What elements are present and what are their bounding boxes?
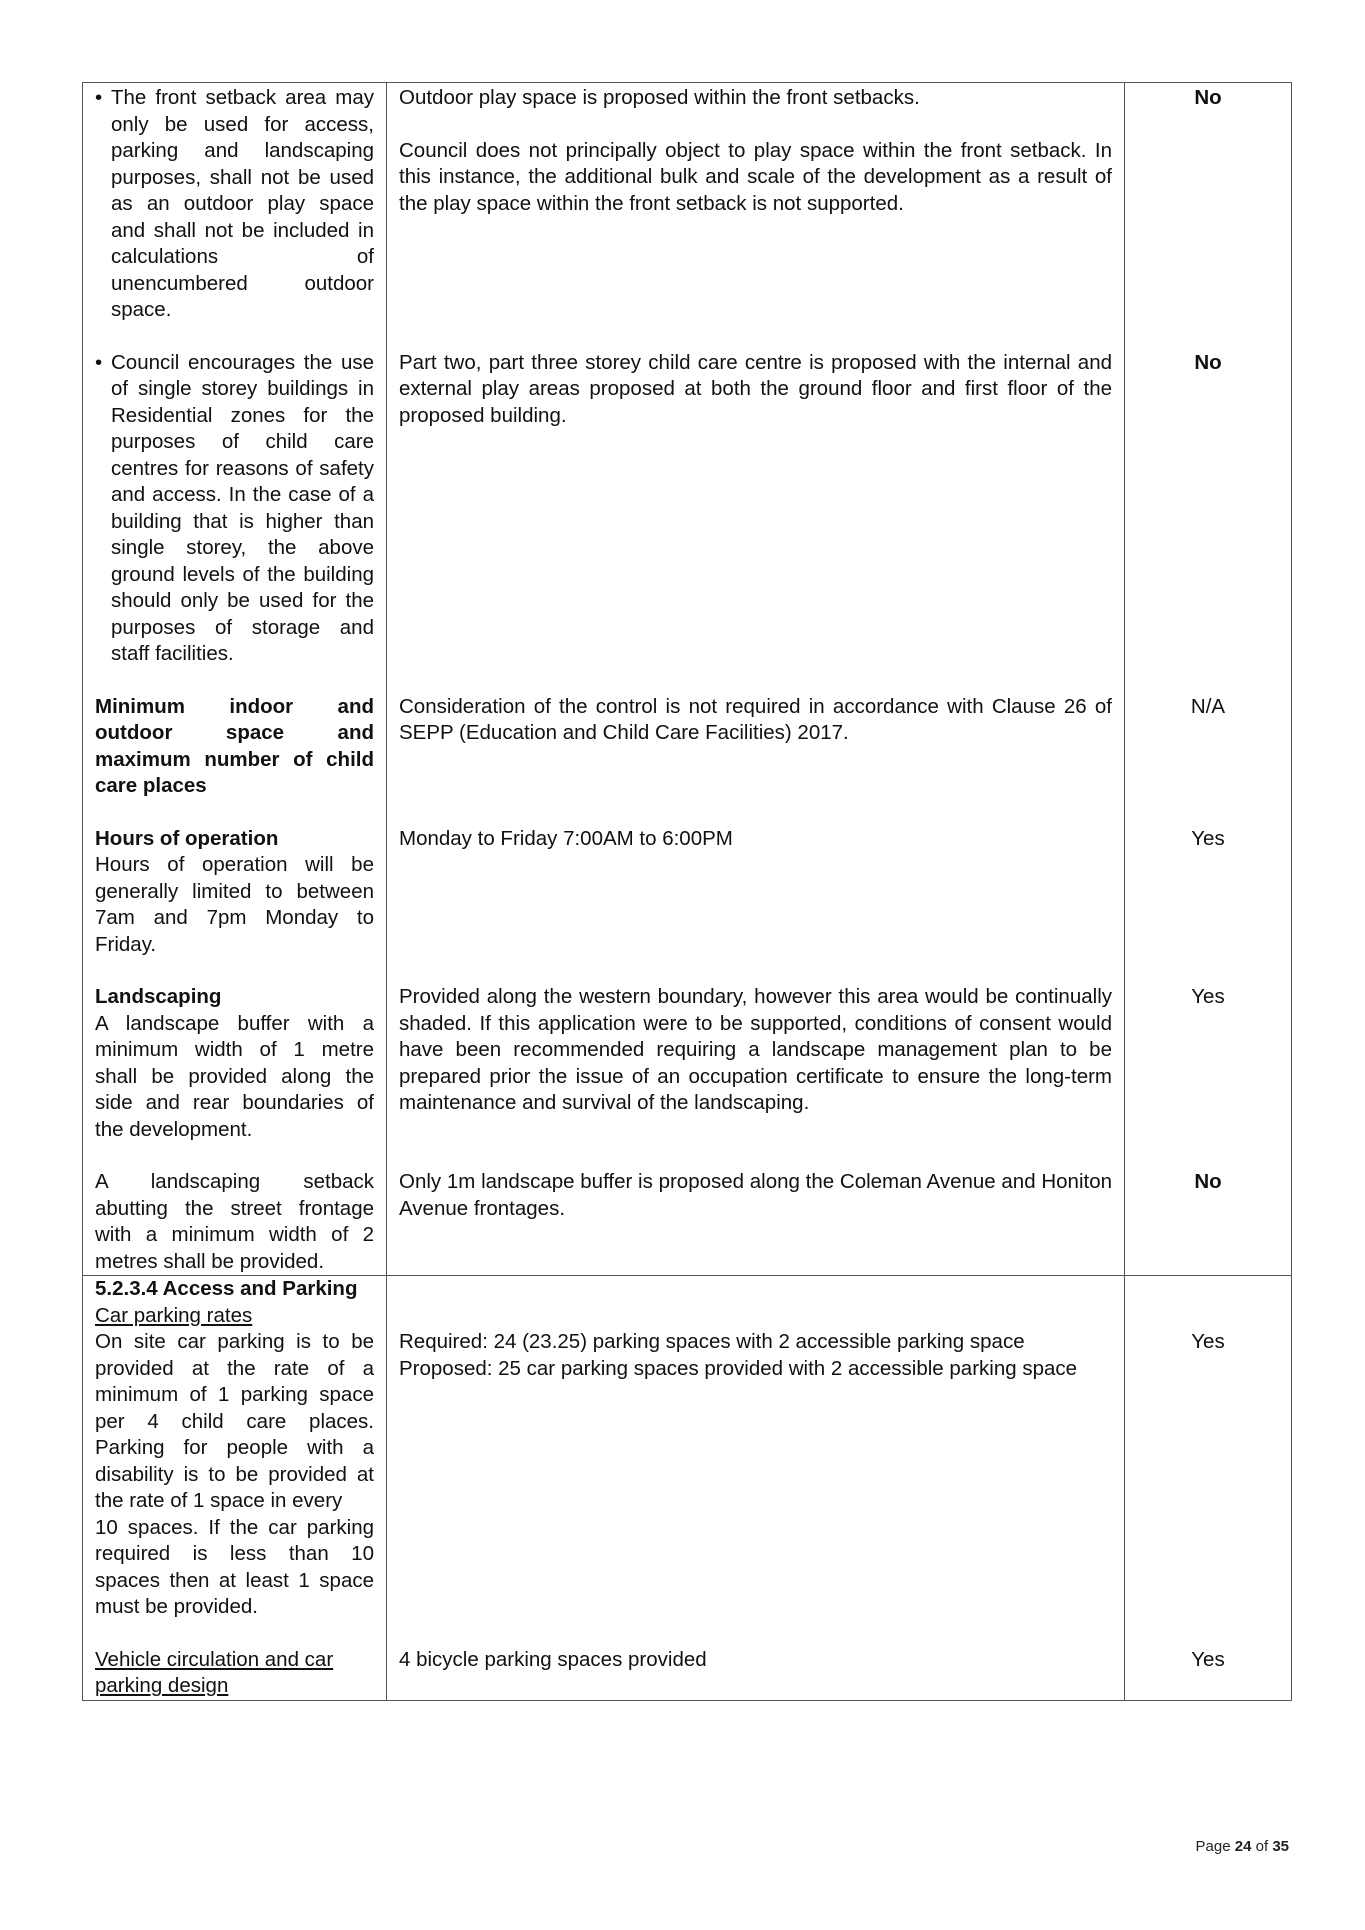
control-cell xyxy=(83,984,387,1169)
response-text: 4 bicycle parking spaces provided xyxy=(399,1647,707,1671)
control-subheading: Car parking rates xyxy=(95,1303,253,1327)
control-text: Hours of operation will be generally limited to between 7am and 7pm Monday to Friday. xyxy=(95,853,374,956)
bullet-icon: • xyxy=(95,86,103,109)
compliance-cell: Yes xyxy=(1125,984,1292,1169)
control-text: On site car parking is to be provided at the rate of a minimum of 1 parking space per 4 child care places. Parking for people with a disability is to be provided at the rate of 1 space in every xyxy=(95,1330,374,1512)
page-of: of xyxy=(1255,1838,1269,1855)
compliance-cell: Yes xyxy=(1125,826,1292,985)
response-text: Monday to Friday 7:00AM to 6:00PM xyxy=(399,826,733,850)
response-text: Provided along the western boundary, however this area would be continually shaded. If this application were to be supported, conditions of consent would have been recommended requiring a landscape management plan to be prepared prior the issue of an occupation certificate to ensure the long-term maintenance and survival of the landscaping. xyxy=(399,985,1112,1114)
page-label: Page xyxy=(1195,1838,1231,1855)
control-cell xyxy=(83,826,387,985)
response-cell xyxy=(387,1647,1125,1701)
compliance-cell: No xyxy=(1125,1169,1292,1276)
response-text: Consideration of the control is not required in accordance with Clause 26 of SEPP (Education and Child Care Facilities) 2017. xyxy=(399,694,1112,744)
assessment-table xyxy=(82,82,1292,1701)
table-row xyxy=(83,826,1292,985)
control-text: A landscape buffer with a minimum width of 1 metre shall be provided along the side and rear boundaries of the development. xyxy=(95,1011,374,1141)
response-text: Proposed: 25 car parking spaces provided with 2 accessible parking space xyxy=(399,1356,1078,1380)
table-row xyxy=(83,1276,1292,1647)
control-text: The front setback area may only be used for access, parking and landscaping purposes, shall not be used as an outdoor play space and shall not be included in calculations of unencumbered outdoor space. xyxy=(111,86,374,321)
control-heading: Minimum indoor and outdoor space and maximum number of child care places xyxy=(95,694,374,797)
response-cell xyxy=(387,1169,1125,1276)
page-current: 24 xyxy=(1234,1838,1252,1855)
control-text: 10 spaces. If the car parking required is less than 10 spaces then at least 1 space must be provided. xyxy=(95,1515,374,1618)
table-row xyxy=(83,1647,1292,1701)
page-total: 35 xyxy=(1272,1838,1289,1855)
table-row xyxy=(83,350,1292,694)
response-cell xyxy=(387,83,1125,350)
control-heading: Landscaping xyxy=(95,985,222,1008)
table-row xyxy=(83,1169,1292,1276)
response-text: Part two, part three storey child care centre is proposed with the internal and external play areas proposed at both the ground floor and first floor of the proposed building. xyxy=(399,350,1112,427)
control-cell xyxy=(83,83,387,350)
control-text: Council encourages the use of single storey buildings in Residential zones for the purposes of child care centres for reasons of safety and access. In the case of a building that is higher than single storey, the above ground levels of the building should only be used for the purposes of storage and staff facilities. xyxy=(111,350,374,665)
table-row xyxy=(83,83,1292,350)
control-subheading: Vehicle circulation and car parking design xyxy=(95,1647,334,1697)
response-cell xyxy=(387,350,1125,694)
table-row xyxy=(83,984,1292,1169)
compliance-cell: No xyxy=(1125,350,1292,694)
control-cell xyxy=(83,350,387,694)
compliance-cell: Yes xyxy=(1125,1647,1292,1701)
table-row xyxy=(83,694,1292,826)
page-number xyxy=(1196,1838,1289,1855)
compliance-cell: N/A xyxy=(1125,694,1292,826)
response-text: Outdoor play space is proposed within the front setbacks. xyxy=(399,86,920,109)
compliance-cell: Yes xyxy=(1125,1276,1292,1647)
control-text: A landscaping setback abutting the street frontage with a minimum width of 2 metres shall be provided. xyxy=(95,1170,374,1273)
control-cell xyxy=(83,1276,387,1647)
control-cell xyxy=(83,1647,387,1701)
compliance-cell: No xyxy=(1125,83,1292,350)
control-cell xyxy=(83,1169,387,1276)
control-heading: Hours of operation xyxy=(95,826,279,850)
response-cell xyxy=(387,1276,1125,1647)
response-cell xyxy=(387,984,1125,1169)
section-heading: 5.2.3.4 Access and Parking xyxy=(95,1277,358,1300)
bullet-icon: • xyxy=(95,350,103,374)
control-cell xyxy=(83,694,387,826)
response-text: Only 1m landscape buffer is proposed along the Coleman Avenue and Honiton Avenue frontages. xyxy=(399,1170,1112,1220)
response-cell xyxy=(387,694,1125,826)
response-text: Required: 24 (23.25) parking spaces with 2 accessible parking space xyxy=(399,1330,1025,1353)
response-cell xyxy=(387,826,1125,985)
response-text: Council does not principally object to play space within the front setback. In this instance, the additional bulk and scale of the development as a result of the play space within the front setback is not supported. xyxy=(399,138,1112,215)
